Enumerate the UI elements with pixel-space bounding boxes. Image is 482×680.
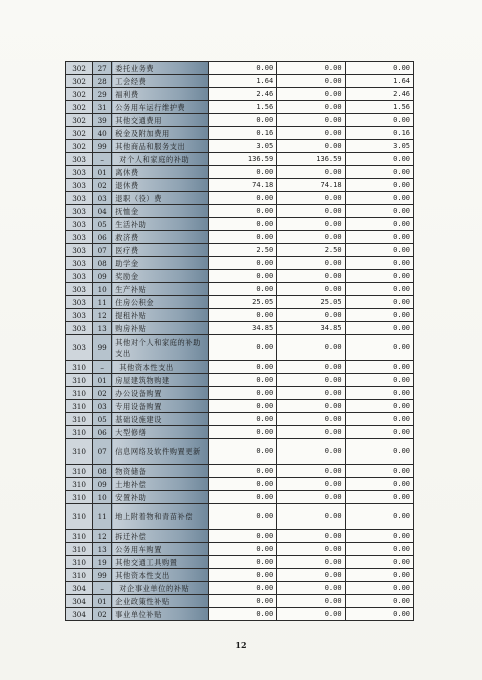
- page-number: 12: [235, 640, 247, 650]
- table-row: [66, 244, 414, 257]
- class-code-cell: 303: [66, 309, 93, 322]
- total-amount-cell: 0.00: [208, 569, 276, 582]
- class-code-cell: 302: [66, 75, 93, 88]
- table-row: [66, 478, 414, 491]
- item-code-cell: 08: [93, 257, 112, 270]
- basic-amount-cell: 0.00: [277, 556, 345, 569]
- class-code-cell: 303: [66, 192, 93, 205]
- table-row: [66, 62, 414, 75]
- table-row: [66, 504, 414, 530]
- total-amount-cell: 74.18: [208, 179, 276, 192]
- total-amount-cell: 0.00: [208, 192, 276, 205]
- basic-amount-cell: 0.00: [277, 88, 345, 101]
- item-code-cell: 29: [93, 88, 112, 101]
- project-amount-cell: 0.00: [345, 205, 413, 218]
- class-code-cell: 303: [66, 231, 93, 244]
- item-name-cell: 提租补贴: [112, 309, 209, 322]
- class-code-cell: 303: [66, 179, 93, 192]
- total-amount-cell: 0.00: [208, 309, 276, 322]
- total-amount-cell: 0.00: [208, 543, 276, 556]
- item-name-cell: 专用设备购置: [112, 400, 209, 413]
- item-name-cell: 物资储备: [112, 465, 209, 478]
- total-amount-cell: 0.00: [208, 166, 276, 179]
- project-amount-cell: 0.00: [345, 270, 413, 283]
- project-amount-cell: 0.00: [345, 608, 413, 621]
- item-name-cell: 生活补助: [112, 218, 209, 231]
- item-code-cell: 05: [93, 413, 112, 426]
- project-amount-cell: 0.00: [345, 283, 413, 296]
- project-amount-cell: 0.00: [345, 309, 413, 322]
- total-amount-cell: 0.00: [208, 114, 276, 127]
- class-code-cell: 310: [66, 465, 93, 478]
- total-amount-cell: 0.00: [208, 387, 276, 400]
- project-amount-cell: 0.00: [345, 387, 413, 400]
- project-amount-cell: 0.00: [345, 257, 413, 270]
- class-code-cell: 310: [66, 478, 93, 491]
- table-row: [66, 283, 414, 296]
- item-code-cell: 10: [93, 491, 112, 504]
- basic-amount-cell: 0.00: [277, 361, 345, 374]
- project-amount-cell: 1.64: [345, 75, 413, 88]
- item-name-cell: 对个人和家庭的补助: [112, 153, 209, 166]
- class-code-cell: 310: [66, 374, 93, 387]
- basic-amount-cell: 0.00: [277, 218, 345, 231]
- item-code-cell: 02: [93, 387, 112, 400]
- item-name-cell: 拆迁补偿: [112, 530, 209, 543]
- item-name-cell: 其他对个人和家庭的补助支出: [112, 335, 209, 361]
- item-name-cell: 其他交通费用: [112, 114, 209, 127]
- table-row: [66, 439, 414, 465]
- table-row: [66, 465, 414, 478]
- item-name-cell: 公务用车运行维护费: [112, 101, 209, 114]
- total-amount-cell: 0.00: [208, 283, 276, 296]
- basic-amount-cell: 0.00: [277, 101, 345, 114]
- item-name-cell: 对企事业单位的补贴: [112, 582, 209, 595]
- total-amount-cell: 3.05: [208, 140, 276, 153]
- item-name-cell: 安置补助: [112, 491, 209, 504]
- project-amount-cell: 0.00: [345, 569, 413, 582]
- item-name-cell: 退休费: [112, 179, 209, 192]
- table-row: [66, 218, 414, 231]
- total-amount-cell: 0.00: [208, 270, 276, 283]
- basic-amount-cell: 34.85: [277, 322, 345, 335]
- item-code-cell: 05: [93, 218, 112, 231]
- total-amount-cell: 0.00: [208, 205, 276, 218]
- project-amount-cell: 0.00: [345, 426, 413, 439]
- item-code-cell: 99: [93, 569, 112, 582]
- item-code-cell: 02: [93, 608, 112, 621]
- project-amount-cell: 0.00: [345, 361, 413, 374]
- basic-amount-cell: 0.00: [277, 413, 345, 426]
- item-code-cell: 12: [93, 309, 112, 322]
- basic-amount-cell: 0.00: [277, 387, 345, 400]
- table-row: [66, 569, 414, 582]
- table-row: [66, 335, 414, 361]
- basic-amount-cell: 0.00: [277, 608, 345, 621]
- item-name-cell: 税金及附加费用: [112, 127, 209, 140]
- total-amount-cell: 136.59: [208, 153, 276, 166]
- table-row: [66, 608, 414, 621]
- total-amount-cell: 0.00: [208, 439, 276, 465]
- item-name-cell: 住房公积金: [112, 296, 209, 309]
- item-code-cell: 01: [93, 166, 112, 179]
- total-amount-cell: 0.00: [208, 361, 276, 374]
- table-row: [66, 257, 414, 270]
- project-amount-cell: 0.00: [345, 179, 413, 192]
- basic-amount-cell: 0.00: [277, 530, 345, 543]
- item-code-cell: 01: [93, 374, 112, 387]
- project-amount-cell: 2.46: [345, 88, 413, 101]
- project-amount-cell: 0.00: [345, 439, 413, 465]
- class-code-cell: 303: [66, 283, 93, 296]
- table-row: [66, 530, 414, 543]
- total-amount-cell: 0.00: [208, 413, 276, 426]
- total-amount-cell: 0.00: [208, 556, 276, 569]
- item-code-cell: 11: [93, 296, 112, 309]
- class-code-cell: 310: [66, 400, 93, 413]
- item-name-cell: 事业单位补贴: [112, 608, 209, 621]
- class-code-cell: 304: [66, 595, 93, 608]
- class-code-cell: 310: [66, 491, 93, 504]
- class-code-cell: 310: [66, 361, 93, 374]
- item-name-cell: 助学金: [112, 257, 209, 270]
- item-name-cell: 公务用车购置: [112, 543, 209, 556]
- table-row: [66, 166, 414, 179]
- item-code-cell: 07: [93, 244, 112, 257]
- basic-amount-cell: 0.00: [277, 283, 345, 296]
- table-row: [66, 114, 414, 127]
- class-code-cell: 302: [66, 88, 93, 101]
- table-row: [66, 491, 414, 504]
- table-row: [66, 361, 414, 374]
- class-code-cell: 303: [66, 166, 93, 179]
- total-amount-cell: 0.00: [208, 400, 276, 413]
- table-row: [66, 296, 414, 309]
- class-code-cell: 310: [66, 413, 93, 426]
- project-amount-cell: 0.00: [345, 192, 413, 205]
- table-row: [66, 127, 414, 140]
- item-name-cell: 企业政策性补贴: [112, 595, 209, 608]
- item-name-cell: 购房补贴: [112, 322, 209, 335]
- table-row: [66, 374, 414, 387]
- item-code-cell: –: [93, 582, 112, 595]
- total-amount-cell: 0.00: [208, 465, 276, 478]
- item-name-cell: 其他商品和服务支出: [112, 140, 209, 153]
- total-amount-cell: 0.00: [208, 218, 276, 231]
- project-amount-cell: 0.00: [345, 556, 413, 569]
- item-code-cell: –: [93, 361, 112, 374]
- total-amount-cell: 2.46: [208, 88, 276, 101]
- table-row: [66, 322, 414, 335]
- class-code-cell: 303: [66, 205, 93, 218]
- item-code-cell: 06: [93, 426, 112, 439]
- item-name-cell: 工会经费: [112, 75, 209, 88]
- basic-amount-cell: 0.00: [277, 569, 345, 582]
- basic-amount-cell: 0.00: [277, 504, 345, 530]
- project-amount-cell: 0.00: [345, 465, 413, 478]
- class-code-cell: 310: [66, 426, 93, 439]
- table-row: [66, 387, 414, 400]
- project-amount-cell: 0.00: [345, 478, 413, 491]
- basic-amount-cell: 0.00: [277, 231, 345, 244]
- basic-amount-cell: 0.00: [277, 75, 345, 88]
- total-amount-cell: 0.00: [208, 426, 276, 439]
- basic-amount-cell: 0.00: [277, 192, 345, 205]
- table-row: [66, 231, 414, 244]
- item-code-cell: 39: [93, 114, 112, 127]
- item-code-cell: 12: [93, 530, 112, 543]
- table-row: [66, 400, 414, 413]
- basic-amount-cell: 0.00: [277, 127, 345, 140]
- total-amount-cell: 0.00: [208, 595, 276, 608]
- total-amount-cell: 2.50: [208, 244, 276, 257]
- table-row: [66, 543, 414, 556]
- basic-amount-cell: 136.59: [277, 153, 345, 166]
- class-code-cell: 303: [66, 244, 93, 257]
- item-code-cell: 03: [93, 400, 112, 413]
- basic-amount-cell: 0.00: [277, 140, 345, 153]
- project-amount-cell: 0.00: [345, 322, 413, 335]
- project-amount-cell: 0.00: [345, 244, 413, 257]
- item-code-cell: 09: [93, 270, 112, 283]
- project-amount-cell: 0.00: [345, 153, 413, 166]
- project-amount-cell: 0.00: [345, 530, 413, 543]
- basic-amount-cell: 2.50: [277, 244, 345, 257]
- table-row: [66, 582, 414, 595]
- project-amount-cell: 0.00: [345, 296, 413, 309]
- total-amount-cell: 0.00: [208, 608, 276, 621]
- class-code-cell: 302: [66, 127, 93, 140]
- basic-amount-cell: 0.00: [277, 426, 345, 439]
- item-code-cell: 07: [93, 439, 112, 465]
- item-name-cell: 土地补偿: [112, 478, 209, 491]
- item-code-cell: 19: [93, 556, 112, 569]
- item-name-cell: 离休费: [112, 166, 209, 179]
- item-name-cell: 委托业务费: [112, 62, 209, 75]
- table-row: [66, 205, 414, 218]
- basic-amount-cell: 0.00: [277, 400, 345, 413]
- total-amount-cell: 1.64: [208, 75, 276, 88]
- basic-amount-cell: 0.00: [277, 543, 345, 556]
- item-name-cell: 医疗费: [112, 244, 209, 257]
- table-row: [66, 75, 414, 88]
- class-code-cell: 303: [66, 257, 93, 270]
- class-code-cell: 310: [66, 530, 93, 543]
- total-amount-cell: 0.00: [208, 491, 276, 504]
- class-code-cell: 310: [66, 543, 93, 556]
- basic-amount-cell: 0.00: [277, 335, 345, 361]
- project-amount-cell: 0.00: [345, 335, 413, 361]
- basic-amount-cell: 25.05: [277, 296, 345, 309]
- table-row: [66, 413, 414, 426]
- table-row: [66, 88, 414, 101]
- class-code-cell: 303: [66, 322, 93, 335]
- project-amount-cell: 0.00: [345, 218, 413, 231]
- basic-amount-cell: 0.00: [277, 309, 345, 322]
- basic-amount-cell: 74.18: [277, 179, 345, 192]
- project-amount-cell: 0.00: [345, 62, 413, 75]
- total-amount-cell: 0.00: [208, 504, 276, 530]
- item-name-cell: 信息网络及软件购置更新: [112, 439, 209, 465]
- total-amount-cell: 0.00: [208, 62, 276, 75]
- basic-amount-cell: 0.00: [277, 257, 345, 270]
- basic-amount-cell: 0.00: [277, 374, 345, 387]
- item-code-cell: 06: [93, 231, 112, 244]
- basic-amount-cell: 0.00: [277, 205, 345, 218]
- item-code-cell: 04: [93, 205, 112, 218]
- class-code-cell: 303: [66, 153, 93, 166]
- item-name-cell: 办公设备购置: [112, 387, 209, 400]
- basic-amount-cell: 0.00: [277, 582, 345, 595]
- item-name-cell: 房屋建筑物购建: [112, 374, 209, 387]
- class-code-cell: 310: [66, 556, 93, 569]
- class-code-cell: 304: [66, 608, 93, 621]
- project-amount-cell: 0.00: [345, 595, 413, 608]
- basic-amount-cell: 0.00: [277, 478, 345, 491]
- class-code-cell: 302: [66, 114, 93, 127]
- class-code-cell: 302: [66, 101, 93, 114]
- item-code-cell: 99: [93, 140, 112, 153]
- item-code-cell: 40: [93, 127, 112, 140]
- item-code-cell: 13: [93, 322, 112, 335]
- total-amount-cell: 0.16: [208, 127, 276, 140]
- class-code-cell: 303: [66, 296, 93, 309]
- basic-amount-cell: 0.00: [277, 595, 345, 608]
- item-code-cell: 31: [93, 101, 112, 114]
- table-row: [66, 179, 414, 192]
- basic-amount-cell: 0.00: [277, 166, 345, 179]
- class-code-cell: 303: [66, 335, 93, 361]
- item-code-cell: –: [93, 153, 112, 166]
- item-name-cell: 地上附着物和青苗补偿: [112, 504, 209, 530]
- class-code-cell: 310: [66, 387, 93, 400]
- item-name-cell: 生产补贴: [112, 283, 209, 296]
- item-name-cell: 其他交通工具购置: [112, 556, 209, 569]
- table-row: [66, 270, 414, 283]
- item-code-cell: 27: [93, 62, 112, 75]
- item-name-cell: 救济费: [112, 231, 209, 244]
- item-name-cell: 大型修缮: [112, 426, 209, 439]
- total-amount-cell: 0.00: [208, 257, 276, 270]
- basic-amount-cell: 0.00: [277, 114, 345, 127]
- item-code-cell: 03: [93, 192, 112, 205]
- class-code-cell: 304: [66, 582, 93, 595]
- total-amount-cell: 0.00: [208, 530, 276, 543]
- project-amount-cell: 0.00: [345, 166, 413, 179]
- table-row: [66, 595, 414, 608]
- item-code-cell: 13: [93, 543, 112, 556]
- project-amount-cell: 0.00: [345, 231, 413, 244]
- total-amount-cell: 0.00: [208, 231, 276, 244]
- project-amount-cell: 3.05: [345, 140, 413, 153]
- basic-amount-cell: 0.00: [277, 491, 345, 504]
- class-code-cell: 302: [66, 140, 93, 153]
- total-amount-cell: 0.00: [208, 335, 276, 361]
- item-name-cell: 抚恤金: [112, 205, 209, 218]
- table-row: [66, 140, 414, 153]
- item-code-cell: 11: [93, 504, 112, 530]
- item-code-cell: 10: [93, 283, 112, 296]
- class-code-cell: 310: [66, 504, 93, 530]
- project-amount-cell: 0.00: [345, 491, 413, 504]
- expenditure-table: [65, 61, 414, 621]
- item-name-cell: 福利费: [112, 88, 209, 101]
- item-code-cell: 09: [93, 478, 112, 491]
- project-amount-cell: 0.00: [345, 504, 413, 530]
- item-code-cell: 02: [93, 179, 112, 192]
- basic-amount-cell: 0.00: [277, 62, 345, 75]
- table-row: [66, 556, 414, 569]
- table-row: [66, 101, 414, 114]
- item-name-cell: 退职（役）费: [112, 192, 209, 205]
- project-amount-cell: 0.00: [345, 543, 413, 556]
- total-amount-cell: 34.85: [208, 322, 276, 335]
- item-name-cell: 其他资本性支出: [112, 361, 209, 374]
- project-amount-cell: 0.16: [345, 127, 413, 140]
- class-code-cell: 303: [66, 270, 93, 283]
- total-amount-cell: 0.00: [208, 478, 276, 491]
- total-amount-cell: 25.05: [208, 296, 276, 309]
- item-name-cell: 其他资本性支出: [112, 569, 209, 582]
- total-amount-cell: 0.00: [208, 582, 276, 595]
- item-code-cell: 08: [93, 465, 112, 478]
- project-amount-cell: 0.00: [345, 400, 413, 413]
- item-name-cell: 基础设施建设: [112, 413, 209, 426]
- table-row: [66, 192, 414, 205]
- basic-amount-cell: 0.00: [277, 439, 345, 465]
- class-code-cell: 302: [66, 62, 93, 75]
- total-amount-cell: 0.00: [208, 374, 276, 387]
- basic-amount-cell: 0.00: [277, 270, 345, 283]
- project-amount-cell: 1.56: [345, 101, 413, 114]
- project-amount-cell: 0.00: [345, 413, 413, 426]
- table-row: [66, 309, 414, 322]
- project-amount-cell: 0.00: [345, 374, 413, 387]
- class-code-cell: 310: [66, 569, 93, 582]
- item-name-cell: 奖励金: [112, 270, 209, 283]
- table-row: [66, 426, 414, 439]
- total-amount-cell: 1.56: [208, 101, 276, 114]
- basic-amount-cell: 0.00: [277, 465, 345, 478]
- item-code-cell: 99: [93, 335, 112, 361]
- class-code-cell: 310: [66, 439, 93, 465]
- class-code-cell: 303: [66, 218, 93, 231]
- project-amount-cell: 0.00: [345, 114, 413, 127]
- table-row: [66, 153, 414, 166]
- item-code-cell: 28: [93, 75, 112, 88]
- project-amount-cell: 0.00: [345, 582, 413, 595]
- item-code-cell: 01: [93, 595, 112, 608]
